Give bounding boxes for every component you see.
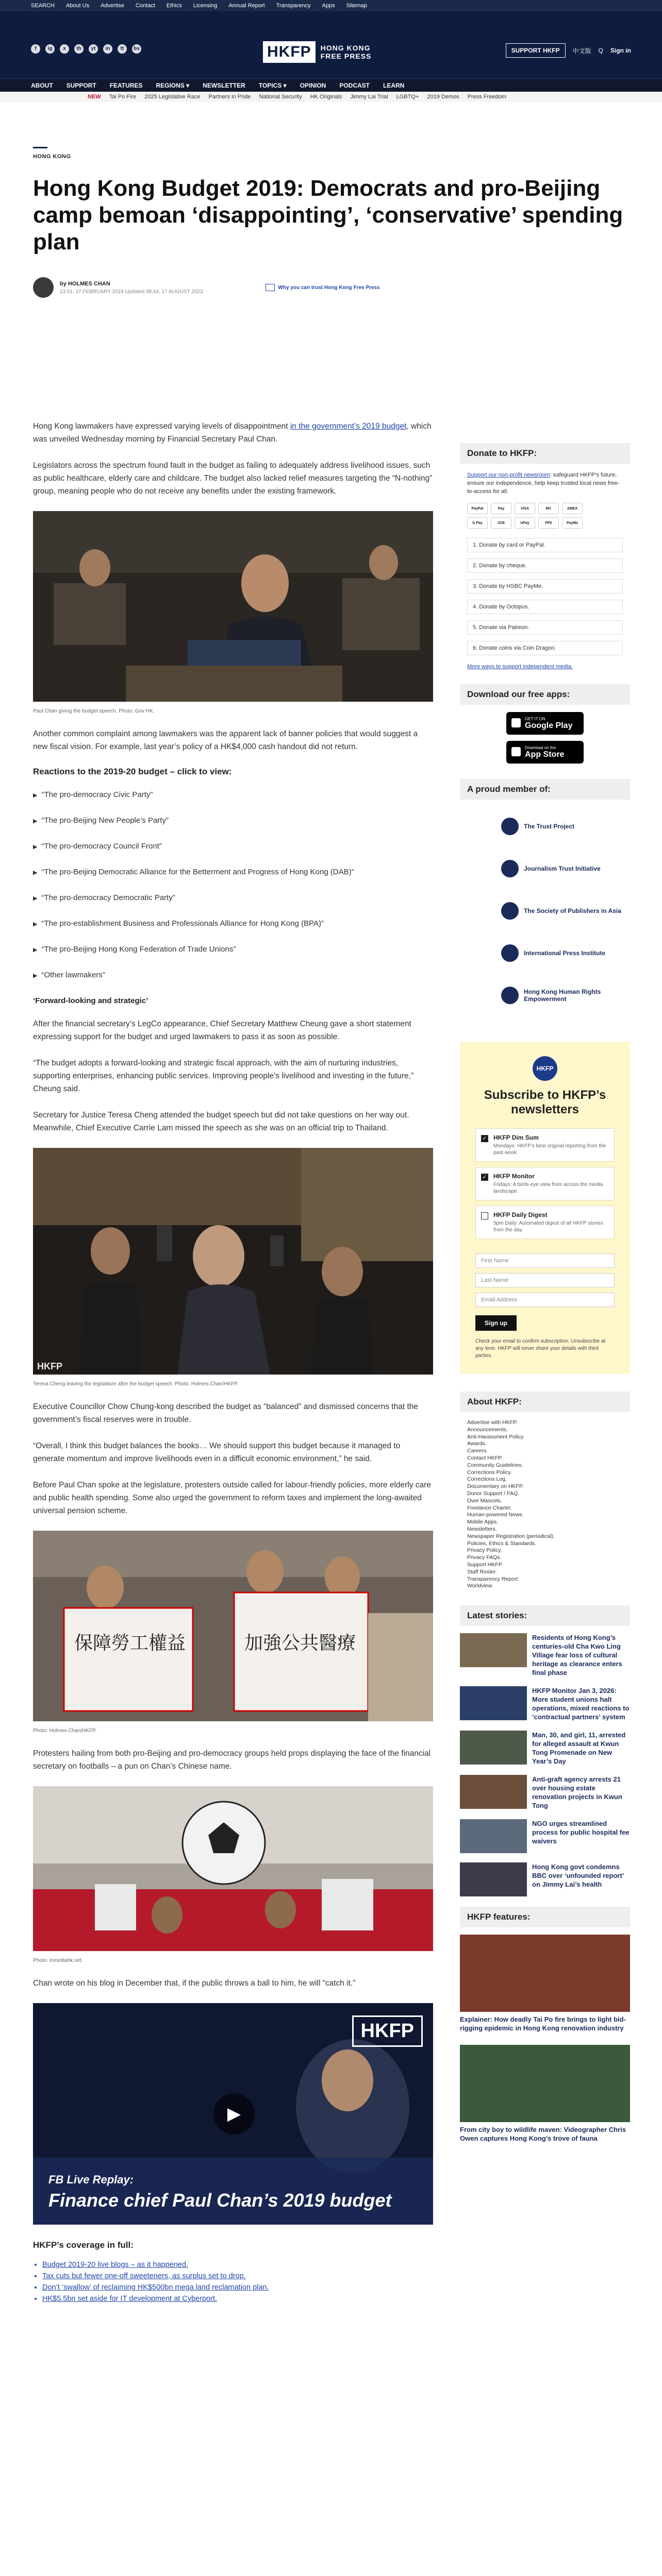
about-heading: About HKFP: — [460, 1392, 630, 1412]
about-link[interactable]: Documentary on HKFP. — [467, 1483, 524, 1490]
svg-text:加強公共醫療: 加強公共醫療 — [244, 1633, 356, 1654]
trending-nav — [0, 92, 662, 102]
reaction-label: “The pro-Beijing Democratic Alliance for the Betterment and Progress of Hong Kong (DAB)” — [41, 868, 354, 876]
topbar-link[interactable]: Annual Report — [228, 3, 265, 9]
topbar-link[interactable]: About Us — [65, 3, 90, 9]
logo-line-2: FREE PRESS — [320, 52, 372, 60]
article-body — [33, 420, 433, 2306]
about-link[interactable]: Over Mascots. — [467, 1497, 502, 1504]
checkbox[interactable]: ✓ — [481, 1135, 488, 1142]
reaction-toggle[interactable] — [33, 945, 433, 954]
photo-football-props — [33, 1786, 433, 1954]
nav-item[interactable]: SUPPORT — [66, 81, 96, 89]
story-thumbnail[interactable] — [460, 1686, 527, 1720]
member-name: Hong Kong Human Rights Empowerment — [524, 988, 601, 1003]
payment-icon: FPS — [538, 517, 559, 529]
donate-text: Support our non-profit newsroom: safeguard HKFP’s future, ensure our independence, help keep trusted local news free-to-access for all. — [467, 472, 620, 495]
coverage-list — [33, 2261, 433, 2303]
trending-link[interactable]: LGBTQ+ — [396, 94, 419, 100]
first-name-input[interactable]: First Name — [475, 1253, 615, 1268]
expand-triangle-icon: ▶ — [33, 844, 38, 850]
nav-item[interactable]: LEARN — [383, 81, 405, 89]
apps-heading: Download our free apps: — [460, 684, 630, 705]
payment-icon: PayMe — [562, 517, 583, 529]
newsletter-desc: Fridays: A birds-eye view from across the media landscape. — [493, 1182, 603, 1194]
checkbox[interactable] — [481, 1212, 488, 1219]
photo-teresa-cheng — [33, 1148, 433, 1377]
topbar-link[interactable]: Transparency — [276, 3, 311, 9]
member-logo[interactable] — [501, 811, 630, 842]
about-link[interactable]: Contact HKFP. — [467, 1454, 503, 1461]
reaction-label: “The pro-democracy Council Front” — [41, 842, 162, 851]
payment-icon: MC — [538, 503, 559, 514]
logo-mark: HKFP — [263, 41, 316, 63]
latest-story[interactable] — [460, 1633, 630, 1677]
paragraph: Secretary for Justice Teresa Cheng attended the budget speech but did not take questions on her way out. Meanwhile, Chief Executive Carrie Lam missed the speech as she was on an official trip to Thailand. — [33, 1111, 409, 1132]
donate-option[interactable]: 1. Donate by card or PayPal. — [467, 538, 623, 552]
svg-text:保障勞工權益: 保障勞工權益 — [74, 1633, 186, 1654]
author-name[interactable]: by HOLMES CHAN — [60, 280, 110, 287]
header-actions — [506, 43, 631, 58]
nav-item[interactable]: PODCAST — [339, 81, 370, 89]
sign-in-link[interactable]: Sign in — [610, 47, 631, 54]
donate-option[interactable]: 4. Donate by Octopus. — [467, 600, 623, 614]
about-link[interactable]: Donor Support / FAQ. — [467, 1490, 519, 1497]
payment-icon: PayPal — [467, 503, 488, 514]
about-link[interactable]: Worldview. — [467, 1583, 493, 1589]
expand-triangle-icon: ▶ — [33, 870, 38, 876]
social-icon[interactable]: x — [60, 44, 69, 54]
latest-heading: Latest stories: — [460, 1605, 630, 1626]
play-icon[interactable]: ▶ — [213, 2093, 255, 2134]
latest-story[interactable] — [460, 1862, 630, 1896]
nav-item[interactable]: FEATURES — [109, 81, 143, 89]
about-link[interactable]: Newspaper Registration (periodical). — [467, 1533, 555, 1539]
reaction-label: “The pro-democracy Civic Party” — [41, 790, 153, 799]
nav-item[interactable]: TOPICS ▾ — [258, 81, 287, 89]
about-link[interactable]: Privacy Policy. — [467, 1547, 502, 1554]
member-heading: A proud member of: — [460, 779, 630, 800]
story-thumbnail[interactable] — [460, 1633, 527, 1667]
about-link[interactable]: Support HKFP. — [467, 1561, 503, 1568]
social-icon[interactable]: tt — [118, 44, 127, 54]
member-name: The Trust Project — [524, 823, 575, 830]
app-store-button[interactable]: Download on the App Store — [506, 741, 584, 764]
sidebar — [460, 443, 630, 2155]
nav-item[interactable]: REGIONS ▾ — [156, 81, 190, 89]
author-avatar — [33, 277, 54, 298]
paragraph: Chan wrote on his blog in December that, if the public throws a ball to him, he will “catch it.” — [33, 1979, 356, 1988]
newsletter-name: HKFP Daily Digest — [493, 1211, 548, 1218]
member-logo[interactable] — [501, 853, 630, 884]
member-icon — [501, 860, 519, 877]
topbar-link[interactable]: SEARCH — [31, 3, 55, 9]
trending-link[interactable]: Partners in Pride — [208, 94, 251, 100]
article-header — [33, 147, 623, 299]
newsletter-title: Subscribe to HKFP’s newsletters — [484, 1088, 606, 1116]
reaction-label: “Other lawmakers” — [41, 971, 105, 979]
member-logo[interactable] — [501, 980, 630, 1011]
trending-link[interactable]: 2025 Legislative Race — [144, 94, 201, 100]
about-link[interactable]: Transparency Report. — [467, 1575, 520, 1582]
email-input[interactable]: Email Address — [475, 1293, 615, 1307]
newsletter-name: HKFP Monitor — [493, 1173, 535, 1180]
football-props-photo — [33, 1786, 433, 1951]
feature-image[interactable] — [460, 2045, 630, 2122]
nav-item[interactable]: NEWSLETTER — [203, 81, 245, 89]
last-name-input[interactable]: Last Name — [475, 1273, 615, 1287]
paragraph: After the financial secretary’s LegCo appearance, Chief Secretary Matthew Cheung gave a short statement expressing support for the budget and urged lawmakers to pass it as soon as possible. — [33, 1020, 411, 1041]
apple-icon — [511, 747, 521, 756]
expand-triangle-icon: ▶ — [33, 973, 38, 979]
coverage-link[interactable]: • Budget 2019-20 live blogs – as it happened. — [42, 2261, 433, 2269]
reaction-label: “The pro-Beijing Hong Kong Federation of Trade Unions” — [41, 945, 236, 954]
about-link[interactable]: Staff Roster. — [467, 1568, 497, 1575]
story-thumbnail[interactable] — [460, 1862, 527, 1896]
member-logo[interactable] — [501, 938, 630, 969]
about-link[interactable]: Awards. — [467, 1440, 487, 1447]
trust-badge-icon — [266, 284, 275, 291]
feature-story[interactable] — [460, 1935, 630, 2032]
payment-icon: Pay — [491, 503, 511, 514]
video-embed[interactable] — [33, 2003, 433, 2225]
photo-paul-chan — [33, 511, 433, 704]
about-link[interactable]: Newsletters. — [467, 1526, 497, 1532]
trust-text: Why you can trust Hong Kong Free Press — [278, 284, 380, 291]
trending-link[interactable]: Press Freedom — [467, 94, 506, 100]
expand-triangle-icon: ▶ — [33, 792, 38, 799]
payment-icon: JCB — [491, 517, 511, 529]
kicker-rule — [33, 147, 47, 148]
video-live-label: FB Live Replay: — [48, 2173, 134, 2186]
donate-link[interactable]: Support our non-profit newsroom — [467, 472, 550, 478]
publish-date: 23:51, 27 FEBRUARY 2019 Updated 08:44, 17 AUGUST 2023 — [60, 289, 203, 295]
about-link[interactable]: Mobile Apps. — [467, 1519, 499, 1526]
newsletter-box — [460, 1042, 630, 1374]
checkbox[interactable]: ✓ — [481, 1174, 488, 1181]
member-name: The Society of Publishers in Asia — [524, 907, 621, 914]
payment-methods — [467, 503, 623, 529]
feature-title[interactable]: Explainer: How deadly Tai Po fire brings to light bid-rigging epidemic in Hong Kong renovation industry — [460, 2015, 626, 2032]
social-icon[interactable]: th — [74, 44, 84, 54]
video-logo: HKFP — [352, 2015, 423, 2047]
paragraph: Protesters hailing from both pro-Beijing and pro-democracy groups held props displaying the face of the financial secretary on footballs – a pun on Chan’s Chinese name. — [33, 1749, 431, 1771]
payment-icon: AMEX — [562, 503, 583, 514]
member-icon — [501, 818, 519, 835]
topbar-link[interactable]: Advertise — [101, 3, 124, 9]
sign-up-button[interactable]: Sign up — [475, 1315, 517, 1331]
member-name: Journalism Trust Initiative — [524, 865, 601, 872]
more-ways-link[interactable]: More ways to support independent media. — [467, 664, 573, 670]
new-label: NEW — [88, 94, 101, 100]
member-icon — [501, 944, 519, 962]
trending-link[interactable]: Jimmy Lai Trial — [350, 94, 388, 100]
donate-heading: Donate to HKFP: — [460, 443, 630, 464]
about-link[interactable]: Corrections Log. — [467, 1476, 507, 1483]
social-links — [31, 44, 141, 54]
about-link[interactable]: Community Guidelines. — [467, 1462, 523, 1468]
social-icon[interactable]: in — [103, 44, 112, 54]
expand-triangle-icon: ▶ — [33, 921, 38, 927]
utility-bar — [0, 0, 662, 11]
reaction-label: “The pro-democracy Democratic Party” — [41, 893, 175, 902]
reaction-toggle[interactable] — [33, 919, 433, 928]
latest-story[interactable] — [460, 1775, 630, 1810]
expand-triangle-icon: ▶ — [33, 818, 38, 824]
video-title: Finance chief Paul Chan’s 2019 budget — [48, 2190, 392, 2211]
reaction-toggle[interactable] — [33, 816, 433, 825]
social-icon[interactable]: yt — [89, 44, 98, 54]
about-link[interactable]: Human-powered News. — [467, 1512, 524, 1518]
about-link[interactable]: Corrections Policy. — [467, 1469, 512, 1476]
payment-icon: G Pay — [467, 517, 488, 529]
search-icon[interactable]: Q — [598, 47, 603, 54]
reaction-toggle[interactable] — [33, 971, 433, 979]
story-thumbnail[interactable] — [460, 1731, 527, 1765]
logo-line-1: HONG KONG — [320, 44, 371, 52]
coverage-link[interactable]: • HK$5.5bn set aside for IT development at Cyberport. — [42, 2295, 433, 2303]
caption: Teresa Cheng leaving the legislature after the budget speech. Photo: Holmes Chan/HKFP. — [33, 1381, 239, 1387]
caption: Paul Chan giving the budget speech. Photo: Gov HK. — [33, 708, 155, 714]
site-header — [0, 11, 662, 78]
topbar-link[interactable]: Contact — [135, 3, 155, 9]
teresa-cheng-photo — [33, 1148, 433, 1375]
reaction-label: “The pro-establishment Business and Professionals Alliance for Hong Kong (BPA)” — [41, 919, 324, 928]
expand-triangle-icon: ▶ — [33, 947, 38, 953]
story-thumbnail[interactable] — [460, 1819, 527, 1853]
features-heading: HKFP features: — [460, 1907, 630, 1927]
main-nav — [0, 78, 662, 92]
reactions-list — [33, 790, 433, 979]
paragraph: Legislators across the spectrum found fault in the budget as failing to adequately address livelihood issues, such as public healthcare, elderly care and childcare. The budget also lacked relief measures targeting the “N-nothing” group, meaning people who do not receive any benefits under the existing framework. — [33, 461, 433, 496]
about-link[interactable]: Anti-Harassment Policy. — [467, 1433, 525, 1440]
story-thumbnail[interactable] — [460, 1775, 527, 1809]
story-title[interactable]: Residents of Hong Kong’s centuries-old Cha Kwo Ling Village fear loss of cultural heritage as clearance enters final phase — [532, 1634, 622, 1677]
topbar-link[interactable]: Apps — [322, 3, 335, 9]
trust-link[interactable] — [266, 284, 379, 291]
about-link[interactable]: Privacy FAQs. — [467, 1554, 502, 1561]
reactions-heading: Reactions to the 2019-20 budget – click to view: — [33, 767, 232, 776]
about-link[interactable]: Announcements. — [467, 1426, 508, 1433]
chinese-version-link[interactable]: 中文版 — [572, 47, 591, 55]
latest-story[interactable] — [460, 1819, 630, 1853]
social-icon[interactable]: f — [31, 44, 40, 54]
topbar-link[interactable]: Licensing — [193, 3, 218, 9]
member-icon — [501, 987, 519, 1004]
protesters-photo — [33, 1531, 433, 1721]
expand-triangle-icon: ▶ — [33, 895, 38, 902]
reaction-toggle[interactable] — [33, 842, 433, 851]
newsletter-desc: 5pm Daily: Automated digest of all HKFP stories from the day. — [493, 1221, 603, 1233]
reaction-toggle[interactable] — [33, 893, 433, 902]
newsletter-option[interactable] — [475, 1206, 615, 1239]
story-title[interactable]: HKFP Monitor Jan 3, 2026: More student unions halt operations, mixed reactions to ‘contractual partners’ system — [532, 1687, 630, 1721]
google-play-button[interactable]: GET IT ON Google Play — [506, 712, 584, 735]
newsletter-name: HKFP Dim Sum — [493, 1134, 539, 1141]
nav-item[interactable]: ABOUT — [31, 81, 53, 89]
story-title[interactable]: Man, 30, and girl, 11, arrested for alleged assault at Kwun Tong Promenade on New Year’s Day — [532, 1731, 626, 1766]
newsletter-option[interactable] — [475, 1167, 615, 1200]
feature-story[interactable] — [460, 2045, 630, 2143]
budget-link[interactable]: in the government’s 2019 budget — [290, 422, 407, 431]
latest-story[interactable] — [460, 1731, 630, 1766]
subheading: ‘Forward-looking and strategic’ — [33, 996, 148, 1005]
paragraph: Another common complaint among lawmakers was the apparent lack of banner policies that would suggest a new fiscal vision. For example, last year’s policy of a HK$4,000 cash handout did not return. — [33, 730, 418, 751]
newsletter-note: Check your email to confirm subscription. Unsubscribe at any time. HKFP will never share your details with third parties. — [475, 1338, 606, 1359]
coverage-heading: HKFP’s coverage in full: — [33, 2240, 134, 2250]
coverage-link[interactable]: • Don’t ‘swallow’ of reclaiming HK$500bn mega land reclamation plan. — [42, 2283, 433, 2292]
coverage-section — [33, 2240, 433, 2303]
story-title[interactable]: Hong Kong govt condemns BBC over ‘unfounded report’ on Jimmy Lai’s health — [532, 1863, 624, 1889]
byline — [33, 276, 433, 299]
paragraph: Before Paul Chan spoke at the legislature, protesters outside called for labour-friendly policies, more elderly care and public health spending. Some also urged the government to reform taxes and implement the long-awaited universal pension scheme. — [33, 1481, 431, 1515]
trending-link[interactable]: 2019 Demos — [427, 94, 459, 100]
member-logo[interactable] — [501, 895, 630, 926]
caption: Photo: Holmes Chan/HKFP. — [33, 1728, 97, 1734]
paul-chan-photo — [33, 511, 433, 702]
reaction-toggle[interactable] — [33, 868, 433, 876]
newsletter-desc: Mondays: HKFP’s best original reporting from the past week. — [493, 1143, 606, 1156]
payment-icon: UPay — [515, 517, 535, 529]
reaction-label: “The pro-Beijing New People’s Party” — [41, 816, 169, 825]
support-hkfp-button[interactable]: SUPPORT HKFP — [506, 43, 566, 58]
social-icon[interactable]: bs — [132, 44, 141, 54]
donate-option[interactable]: 5. Donate via Patreon. — [467, 620, 623, 635]
member-name: International Press Institute — [524, 950, 606, 957]
newsletter-logo: HKFP — [533, 1056, 557, 1081]
article-title: Hong Kong Budget 2019: Democrats and pro-Beijing camp bemoan ‘disappointing’, ‘conservative’ spending plan — [33, 176, 623, 255]
category-kicker[interactable]: HONG KONG — [33, 154, 71, 160]
story-title[interactable]: Anti-graft agency arrests 21 over housing estate renovation projects in Kwun Tong — [532, 1775, 622, 1810]
topbar-link[interactable]: Sitemap — [346, 3, 367, 9]
photo-watermark: HKFP — [37, 1361, 62, 1371]
about-link[interactable]: Freelance Charter. — [467, 1504, 512, 1511]
trending-link[interactable]: National Security — [259, 94, 302, 100]
trending-link[interactable]: HK Originals — [310, 94, 342, 100]
paragraph: “Overall, I think this budget balances the books… We should support this budget because it managed to generate momentum and improve livelihoods even in a difficult economic environment,” he said. — [33, 1442, 401, 1463]
payment-icon: VISA — [515, 503, 535, 514]
member-icon — [501, 902, 519, 920]
about-link[interactable]: Advertise with HKFP. — [467, 1419, 518, 1426]
photo-protesters — [33, 1531, 433, 1724]
donate-option[interactable]: 2. Donate by cheque. — [467, 558, 623, 573]
social-icon[interactable]: ig — [45, 44, 55, 54]
caption: Photo: inmediahk.net. — [33, 1958, 83, 1963]
about-link[interactable]: Policies, Ethics & Standards. — [467, 1540, 537, 1547]
latest-story[interactable] — [460, 1686, 630, 1721]
about-list — [467, 1419, 623, 1590]
feature-image[interactable] — [460, 1935, 630, 2012]
donate-option[interactable]: 6. Donate coins via Coin Dragon. — [467, 641, 623, 655]
topbar-link[interactable]: Ethics — [166, 3, 182, 9]
feature-title[interactable]: From city boy to wildlife maven: Videographer Chris Owen captures Hong Kong’s trove of fauna — [460, 2126, 626, 2143]
trending-link[interactable]: Tai Po Fire — [109, 94, 137, 100]
nav-item[interactable]: OPINION — [300, 81, 326, 89]
reaction-toggle[interactable] — [33, 790, 433, 799]
about-link[interactable]: Careers. — [467, 1448, 488, 1454]
donate-option[interactable]: 3. Donate by HSBC PayMe. — [467, 579, 623, 594]
coverage-link[interactable]: • Tax cuts but fewer one-off sweeteners, as surplus set to drop. — [42, 2272, 433, 2280]
story-title[interactable]: NGO urges streamlined process for public hospital fee waivers — [532, 1820, 630, 1845]
paragraph: Hong Kong lawmakers have expressed varying levels of disappointment in the government’s 2019 budget, which was unveiled Wednesday morning by Financial Secretary Paul Chan. — [33, 422, 432, 444]
site-logo[interactable] — [263, 41, 371, 63]
paragraph: Executive Councillor Chow Chung-kong described the budget as “balanced” and dismissed concerns that the government’s fiscal reserves were in trouble. — [33, 1402, 419, 1424]
newsletter-option[interactable] — [475, 1128, 615, 1162]
paragraph: “The budget adopts a forward-looking and strategic fiscal approach, with the aim of nurturing industries, supporting enterprises, enhancing public services. Improving people’s livelihood and investing in the future,” Cheung said. — [33, 1059, 414, 1093]
google-play-icon — [511, 718, 521, 727]
